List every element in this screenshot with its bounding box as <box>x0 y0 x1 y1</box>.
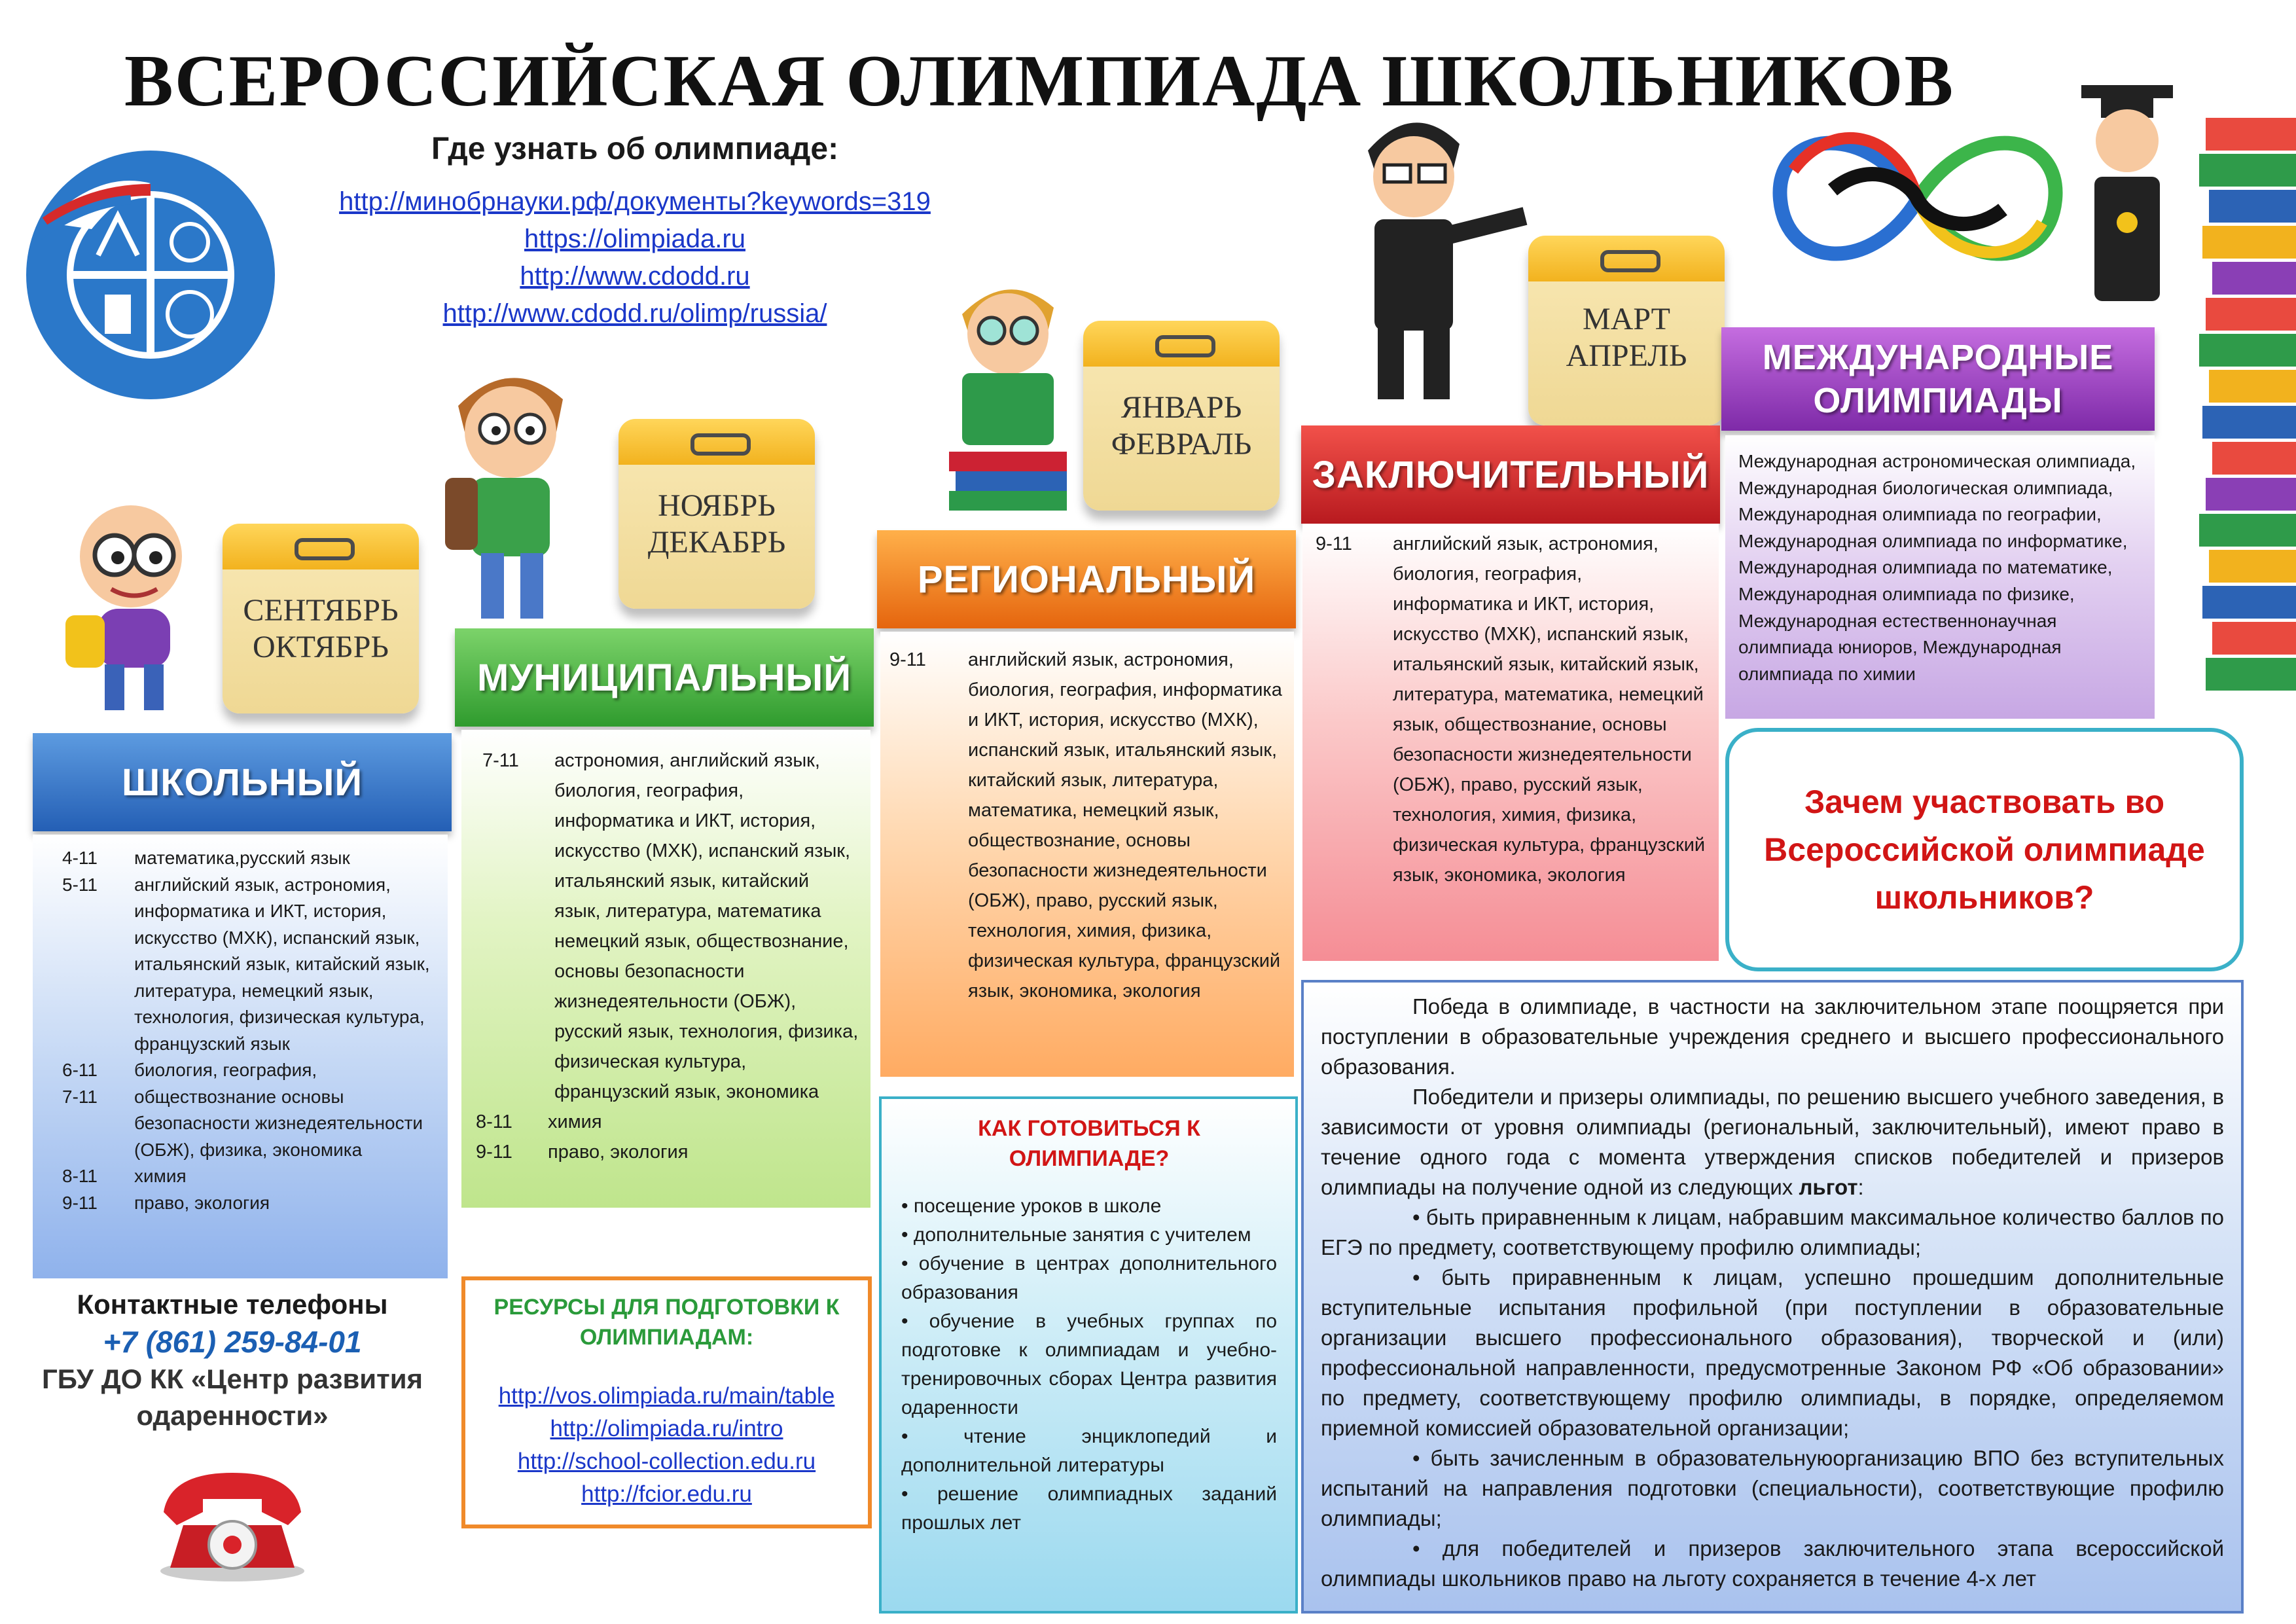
stage-school-header: ШКОЛЬНЫЙ <box>33 733 452 831</box>
calendar-regional <box>1083 321 1280 511</box>
subjects: биология, география, <box>134 1060 317 1080</box>
subjects: астрономия, английский язык, биология, география, информатика и ИКТ, история, искусство (МХК), испанский язык, итальянский язык, китайский язык, литература, математика немецкий язык, обществознание, основы безопасности жизнедеятельности (ОБЖ), русский язык, технология, физика, физическая культура, французский язык, экономика <box>554 750 859 1102</box>
boy-reading-illustration <box>923 262 1093 524</box>
resources-links <box>485 1380 848 1511</box>
where-link-2[interactable]: https://olimpiada.ru <box>524 225 745 253</box>
school-row-4 <box>62 1084 435 1164</box>
subjects: математика,русский язык <box>134 848 350 868</box>
page-title: ВСЕРОССИЙСКАЯ ОЛИМПИАДА ШКОЛЬНИКОВ <box>124 41 1955 122</box>
privilege-item-text: быть приравненным к лицам, успешно прошедшим дополнительные вступительные испытания профильной (при поступлении в образовательные организации высшего профессионального образования), творческой и (или) профессиональной направленности, предусмотренные Законом РФ «Об образовании» по предмету, соответствующему профилю олимпиады, в порядке, определяемом приемной комиссией образовательной организации; <box>1321 1265 2224 1440</box>
resource-link-4[interactable]: http://fcior.edu.ru <box>581 1481 752 1507</box>
prepare-item: • дополнительные занятия с учителем <box>901 1221 1277 1250</box>
grades: 9-11 <box>476 1142 512 1163</box>
prepare-item: • обучение в учебных группах по подготовке к олимпиадам и учебно-тренировочных сборах Центра развития одаренности <box>901 1307 1277 1422</box>
prepare-item: • обучение в центрах дополнительного образования <box>901 1250 1277 1307</box>
international-olympiad-logo <box>1754 92 2081 308</box>
where-link-4[interactable]: http://www.cdodd.ru/olimp/russia/ <box>442 299 827 328</box>
teacher-illustration <box>1316 105 1538 419</box>
prepare-list <box>901 1192 1277 1538</box>
school-row-5 <box>62 1163 435 1190</box>
telephone-icon <box>151 1447 314 1584</box>
subjects: английский язык, астрономия, биология, география, информатика и ИКТ, история, искусство (МХК), испанский язык, итальянский язык, китайский язык, литература, математика, немецкий язык, обществознание, основы безопасности жизнедеятельности (ОБЖ), право, русский язык, технология, химия, физика, физическая культура, французский язык, экономика, экология <box>968 649 1282 1001</box>
subjects: право, экология <box>548 1142 689 1163</box>
grades: 8-11 <box>476 1111 512 1132</box>
subjects: химия <box>548 1111 602 1132</box>
resource-link-2[interactable]: http://olimpiada.ru/intro <box>550 1416 783 1441</box>
grades: 4-11 <box>62 848 98 868</box>
calendar-final <box>1528 236 1725 425</box>
subjects: право, экология <box>134 1192 270 1213</box>
resource-link-3[interactable]: http://school-collection.edu.ru <box>517 1449 816 1474</box>
books-stack-illustration <box>2193 105 2296 733</box>
contacts-block <box>33 1286 432 1434</box>
privilege-item-text: быть зачисленным в образовательнуюорганизацию ВПО без вступительных испытаний на направления подготовки (специальности), соответствующие профилю олимпиады; <box>1321 1446 2224 1530</box>
prepare-item: • решение олимпиадных заданий прошлых лет <box>901 1480 1277 1538</box>
graduate-illustration <box>2055 59 2199 340</box>
regional-row-1 <box>889 645 1283 1006</box>
why-participate-callout: Зачем участвовать во Всероссийской олимпиаде школьников? <box>1725 728 2244 971</box>
prepare-item: • посещение уроков в школе <box>901 1192 1277 1221</box>
boy-walking-illustration <box>39 497 229 720</box>
stage-international-body: Международная астрономическая олимпиада, Международная биологическая олимпиада, Международная олимпиада по географии, Международная олимпиада по информатике, Международная олимпиада по математике, Международная олимпиада по физике, Международная естественнонаучная олимпиада юниоров, Международная олимпиада по химии <box>1725 435 2155 719</box>
subjects: обществознание основы безопасности жизнедеятельности (ОБЖ), физика, экономика <box>134 1086 423 1160</box>
stage-regional-header: РЕГИОНАЛЬНЫЙ <box>877 530 1296 628</box>
contacts-phone[interactable]: +7 (861) 259-84-01 <box>103 1325 362 1359</box>
privileges-intro-1: Победа в олимпиаде, в частности на заключительном этапе поощряется при поступлении в образовательные учреждения среднего и высшего профессионального образования. <box>1321 994 2224 1079</box>
stage-municipal-header: МУНИЦИПАЛЬНЫЙ <box>455 628 874 727</box>
subjects: английский язык, астрономия, информатика и ИКТ, история, искусство (МХК), испанский язык, итальянский язык, китайский язык, литература, немецкий язык, технология, физическая культура, французский язык <box>134 874 430 1054</box>
final-row-1 <box>1316 529 1706 890</box>
grades: 7-11 <box>62 1086 98 1107</box>
where-links <box>288 183 982 333</box>
where-link-1[interactable]: http://минобрнауки.рф/документы?keywords=319 <box>339 187 931 216</box>
privileges-bold-word: льгот <box>1799 1175 1858 1199</box>
calendar-regional-text: ЯНВАРЬ ФЕВРАЛЬ <box>1111 390 1252 461</box>
privilege-item-text: быть приравненным к лицам, набравшим максимальное количество баллов по ЕГЭ по предмету, соответствующему профилю олимпиады; <box>1321 1205 2224 1259</box>
subjects: химия <box>134 1166 187 1186</box>
privilege-item-text: для победителей и призеров заключительного этапа всероссийской олимпиады школьников право на льготу сохраняется в течение 4-х лет <box>1321 1536 2224 1591</box>
grades: 7-11 <box>482 750 519 771</box>
grades: 9-11 <box>62 1192 98 1213</box>
contacts-organization: ГБУ ДО КК «Центр развития одаренности» <box>41 1363 423 1431</box>
privilege-item: • для победителей и призеров заключительного этапа всероссийской олимпиады школьников право на льготу сохраняется в течение 4-х лет <box>1321 1536 2224 1591</box>
calendar-final-text: МАРТ АПРЕЛЬ <box>1566 302 1687 373</box>
privileges-intro-2-text: Победители и призеры олимпиады, по решению высшего учебного заведения, в зависимости от уровня олимпиады (региональный, заключительный), имеют право в течение одного года с момента утверждения списков победителей и призеров олимпиады на получение одной из следующих <box>1321 1085 2224 1199</box>
boy-with-backpack-illustration <box>425 353 596 635</box>
prepare-item: • чтение энциклопедий и дополнительной литературы <box>901 1422 1277 1480</box>
privileges-box <box>1301 980 2244 1614</box>
prepare-box <box>879 1096 1298 1614</box>
stage-international-header: МЕЖДУНАРОДНЫЕ ОЛИМПИАДЫ <box>1721 327 2155 431</box>
privilege-item: • быть приравненным к лицам, успешно прошедшим дополнительные вступительные испытания профильной (при поступлении в образовательные организации высшего профессионального образования), творческой и (или) профессиональной направленности, предусмотренные Законом РФ «Об образовании» по предмету, соответствующему профилю олимпиады, в порядке, определяемом приемной комиссией образовательной организации; <box>1321 1265 2224 1440</box>
grades: 8-11 <box>62 1166 98 1186</box>
grades: 9-11 <box>1316 533 1352 554</box>
calendar-municipal-text: НОЯБРЬ ДЕКАБРЬ <box>647 488 786 560</box>
calendar-school-text: СЕНТЯБРЬ ОКТЯБРЬ <box>243 593 399 664</box>
privileges-intro-2-end: : <box>1857 1175 1864 1199</box>
olympiad-logo <box>20 144 281 406</box>
stage-regional-body <box>880 632 1294 1077</box>
resources-heading: РЕСУРСЫ ДЛЯ ПОДГОТОВКИ К ОЛИМПИАДАМ: <box>493 1295 840 1350</box>
grades: 6-11 <box>62 1060 98 1080</box>
prepare-heading: КАК ГОТОВИТЬСЯ К ОЛИМПИАДЕ? <box>978 1116 1200 1171</box>
resource-link-1[interactable]: http://vos.olimpiada.ru/main/table <box>498 1383 835 1409</box>
municipal-row-3 <box>476 1137 859 1167</box>
resources-box <box>461 1276 872 1528</box>
municipal-row-1 <box>476 746 859 1107</box>
school-row-6 <box>62 1190 435 1217</box>
privilege-item: • быть зачисленным в образовательнуюорганизацию ВПО без вступительных испытаний на направления подготовки (специальности), соответствующие профилю олимпиады; <box>1321 1446 2224 1530</box>
school-row-3 <box>62 1057 435 1084</box>
privileges-intro-2 <box>1321 1082 2224 1202</box>
contacts-label: Контактные телефоны <box>77 1289 388 1320</box>
grades: 9-11 <box>889 649 926 670</box>
school-row-1 <box>62 845 435 872</box>
stage-municipal-body <box>461 730 870 1208</box>
municipal-row-2 <box>476 1107 859 1137</box>
calendar-school <box>223 524 419 713</box>
calendar-municipal <box>619 419 815 609</box>
subjects: английский язык, астрономия, биология, география, информатика и ИКТ, история, искусство (МХК), испанский язык, итальянский язык, китайский язык, литература, математика, немецкий язык, обществознание, основы безопасности жизнедеятельности (ОБЖ), право, русский язык, технология, химия, физика, физическая культура, французский язык, экономика, экология <box>1393 533 1706 886</box>
grades: 5-11 <box>62 874 98 895</box>
privilege-item: • быть приравненным к лицам, набравшим максимальное количество баллов по ЕГЭ по предмету, соответствующему профилю олимпиады; <box>1321 1205 2224 1259</box>
school-row-2 <box>62 872 435 1058</box>
stage-school-body <box>33 835 448 1278</box>
stage-final-header: ЗАКЛЮЧИТЕЛЬНЫЙ <box>1301 425 1720 524</box>
stage-final-body <box>1302 524 1719 961</box>
where-link-3[interactable]: http://www.cdodd.ru <box>520 262 750 291</box>
where-heading: Где узнать об олимпиаде: <box>431 132 839 166</box>
